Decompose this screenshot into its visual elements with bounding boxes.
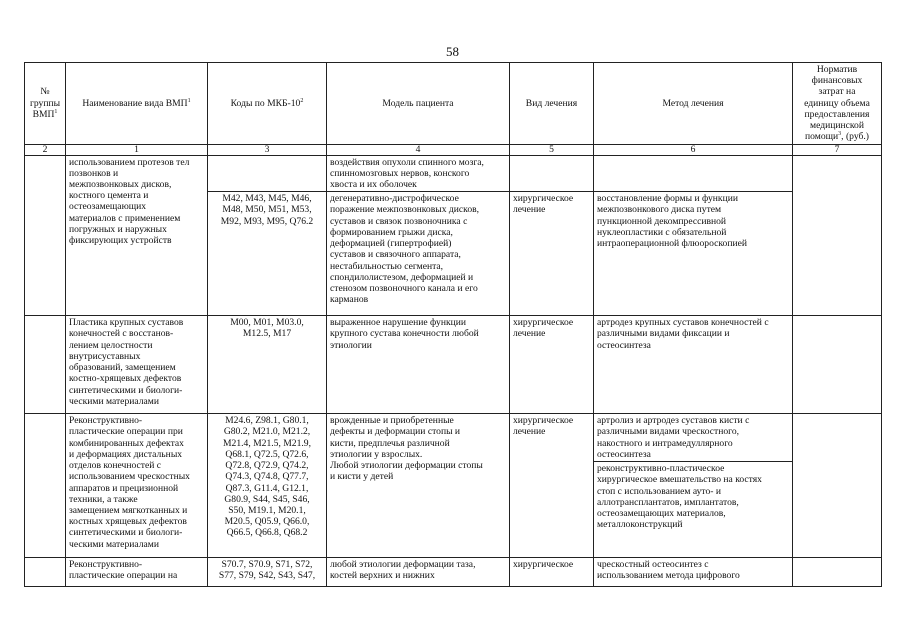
treatment-type-cell: [510, 155, 594, 192]
column-number: 6: [594, 144, 793, 155]
column-number: 7: [793, 144, 882, 155]
treatment-type-cell: хирургическое лечение: [510, 192, 594, 316]
financial-norm-cell: [793, 558, 882, 587]
column-number: 1: [66, 144, 208, 155]
header-group-number: № группы ВМП$^1$: [25, 63, 66, 145]
financial-norm-cell: [793, 414, 882, 558]
table-row: [25, 558, 882, 587]
icd-codes-cell: S70.7, S70.9, S71, S72, S77, S79, S42, S43, S47,: [208, 558, 327, 587]
vmp-table: [24, 62, 882, 587]
vmp-name-cell: Реконструктивно- пластические операции при комбинированных дефектах и деформациях дистальных отделов конечностей с использованием чрескостных аппаратов и прецизионной техники, а также замещением мягкотканных и костных хрящевых дефектов синтетическими и биологи- ческими материалами: [66, 414, 208, 558]
patient-model-cell: выраженное нарушение функции крупного сустава конечности любой этиологии: [327, 316, 510, 414]
column-number-row: [25, 144, 882, 155]
treatment-type-cell: хирургическое: [510, 558, 594, 587]
group-number-cell: [25, 558, 66, 587]
icd-codes-cell: [208, 155, 327, 192]
patient-model-cell: воздействия опухоли спинного мозга, спинномозговых нервов, конского хвоста и их оболочек: [327, 155, 510, 192]
icd-codes-cell: M42, M43, M45, M46, M48, M50, M51, M53, M92, M93, M95, Q76.2: [208, 192, 327, 316]
column-number: 3: [208, 144, 327, 155]
financial-norm-cell: [793, 155, 882, 316]
header-row: [25, 63, 882, 145]
treatment-method-cell: артродез крупных суставов конечностей с различными видами фиксации и остеосинтеза: [594, 316, 793, 414]
group-number-cell: [25, 414, 66, 558]
treatment-method-cell: восстановление формы и функции межпозвонкового диска путем пункционной декомпрессивной нуклеопластики с обязательной интраоперационной флюороскопией: [594, 192, 793, 316]
column-number: 2: [25, 144, 66, 155]
treatment-type-cell: хирургическое лечение: [510, 414, 594, 558]
vmp-name-cell: Реконструктивно- пластические операции на: [66, 558, 208, 587]
table-row: [25, 414, 882, 462]
patient-model-cell: дегенеративно-дистрофическое поражение межпозвонковых дисков, суставов и связок позвоночника с формированием грыжи диска, деформацией (гипертрофией) суставов и связочного аппарата, нестабильностью сегмента, спондилолистезом, деформацией и стенозом позвоночного канала и его карманов: [327, 192, 510, 316]
header-icd-codes: Коды по МКБ-$10^2$: [208, 63, 327, 145]
header-financial-norm: Норматив финансовых затрат на единицу объема предоставления медицинской помощи$^3$, (руб.): [793, 63, 882, 145]
table-row: [25, 316, 882, 414]
header-patient-model: Модель пациента: [327, 63, 510, 145]
column-number: 5: [510, 144, 594, 155]
treatment-method-cell: чрескостный остеосинтез с использованием метода цифрового: [594, 558, 793, 587]
icd-codes-cell: M00, M01, M03.0, M12.5, M17: [208, 316, 327, 414]
financial-norm-cell: [793, 316, 882, 414]
patient-model-cell: врожденные и приобретенные дефекты и деформации стопы и кисти, предплечья различной этиологии у взрослых. Любой этиологии деформации стопы и кисти у детей: [327, 414, 510, 558]
treatment-method-cell: артролиз и артродез суставов кисти с различными видами чрескостного, накостного и интрамедуллярного остеосинтеза: [594, 414, 793, 462]
header-vmp-name: Наименование вида ВМП$^1$: [66, 63, 208, 145]
group-number-cell: [25, 155, 66, 316]
page-number: 58: [446, 44, 459, 59]
treatment-type-cell: хирургическое лечение: [510, 316, 594, 414]
patient-model-cell: любой этиологии деформации таза, костей верхних и нижних: [327, 558, 510, 587]
column-number: 4: [327, 144, 510, 155]
icd-codes-cell: M24.6, Z98.1, G80.1, G80.2, M21.0, M21.2, M21.4, M21.5, M21.9, Q68.1, Q72.5, Q72.6, Q72.8, Q72.9, Q74.2, Q74.3, Q74.8, Q77.7, Q87.3, G11.4, G12.1, G80.9, S44, S45, S46, S50, M19.1, M20.1, M20.5, Q05.9, Q66.0, Q66.5, Q66.8, Q68.2: [208, 414, 327, 558]
vmp-name-cell: использованием протезов тел позвонков и межпозвонковых дисков, костного цемента и остеозамещающих материалов с применением погружных и наружных фиксирующих устройств: [66, 155, 208, 316]
header-treatment-method: Метод лечения: [594, 63, 793, 145]
treatment-method-cell: реконструктивно-пластическое хирургическое вмешательство на костях стоп с использованием ауто- и аллотрансплантатов, имплантатов, остеозамещающих материалов, металлоконструкций: [594, 462, 793, 558]
table-row: [25, 155, 882, 192]
vmp-name-cell: Пластика крупных суставов конечностей с восстанов- лением целостности внутрисуставных образований, замещением костно-хрящевых дефектов синтетическими и биологи- ческими материалами: [66, 316, 208, 414]
group-number-cell: [25, 316, 66, 414]
header-treatment-type: Вид лечения: [510, 63, 594, 145]
treatment-method-cell: [594, 155, 793, 192]
